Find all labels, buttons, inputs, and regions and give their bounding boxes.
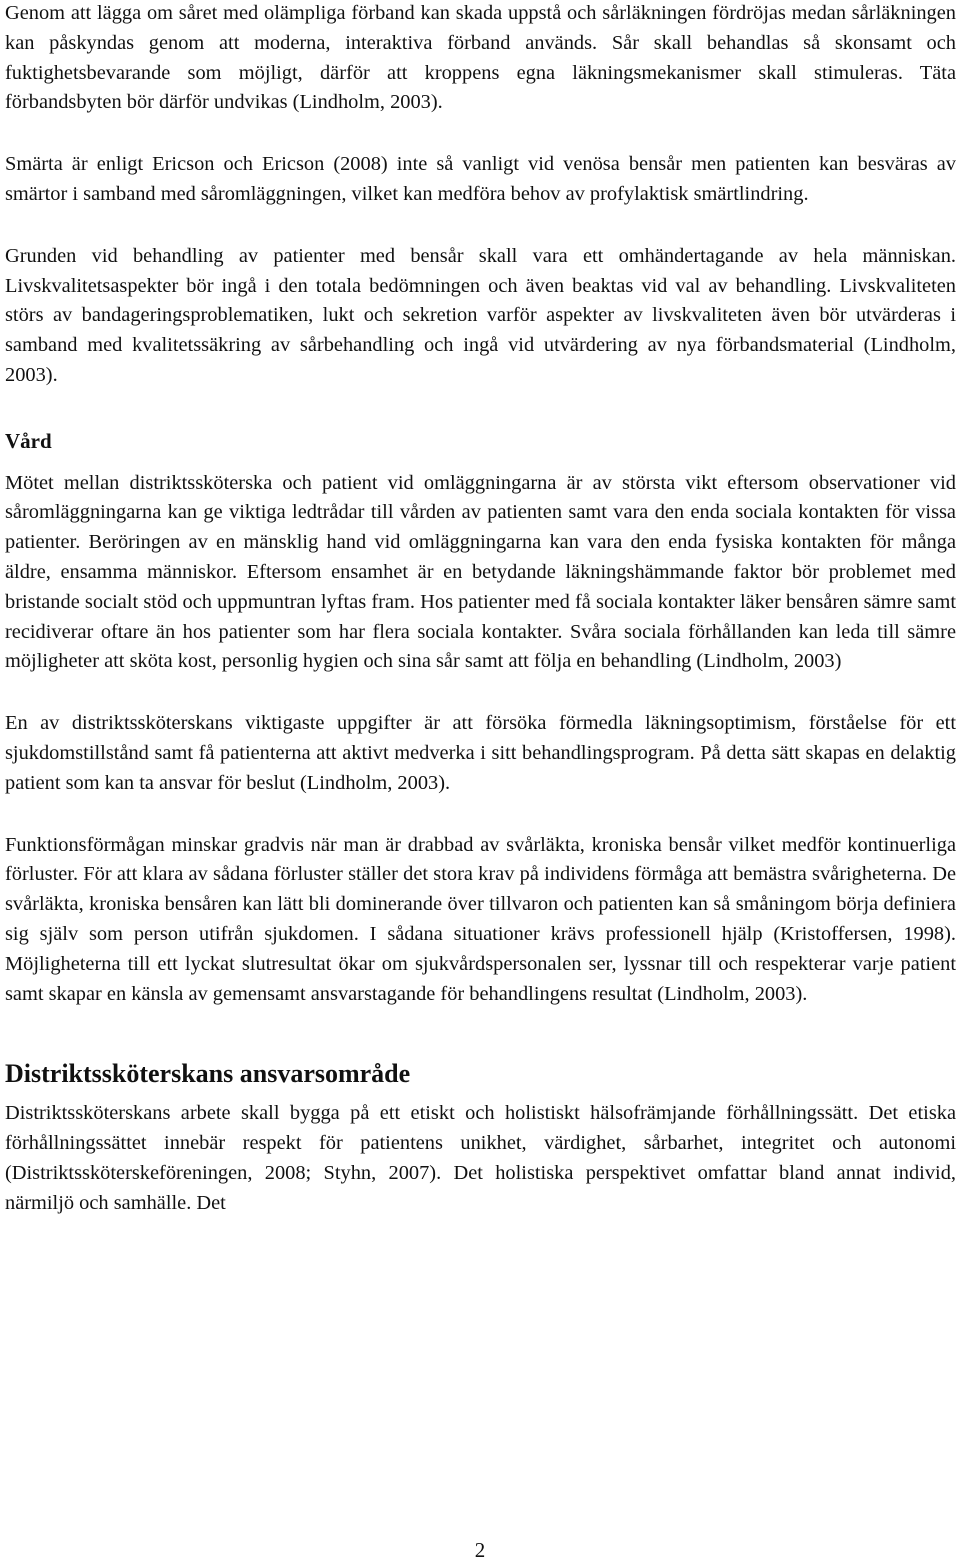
paragraph-healing-optimism: En av distriktssköterskans viktigaste uppgifter är att försöka förmedla läkningsoptimism, förståelse för ett sjukdomstillstånd samt få patienterna att aktivt medverka i sitt behandlingsprogram. På detta sätt skapas en delaktig patient som kan ta ansvar för beslut (Lindholm, 2003). (5, 712, 956, 794)
heading-vard: Vård (5, 428, 52, 453)
heading-ansvarsomrade: Distriktssköterskans ansvarsområde (5, 1059, 411, 1089)
paragraph-ethical-approach: Distriktssköterskans arbete skall bygga på ett etiskt och holistiskt hälsofrämjande förhållningssätt. Det etiska förhållningssättet innebär respekt för patientens unikhet, värdighet, sårbarhet, integritet och autonomi (Distriktssköterskeföreningen, 2008; Styhn, 2007). Det holistiska perspektivet omfattar bland annat individ, närmiljö och samhälle. Det (5, 1102, 956, 1214)
paragraph-quality-of-life: Grunden vid behandling av patienter med bensår skall vara ett omhändertagande av hela människan. Livskvalitetsaspekter bör ingå i den totala bedömningen och även beaktas vid val av behandling. Livskvaliteten störs av bandageringsproblematiken, lukt och sekretion varför aspekter av livskvaliteten även bör utvärderas i samband med kvalitetssäkring av sårbehandling och ingå vid utvärdering av nya förbandsmaterial (Lindholm, 2003). (5, 244, 956, 386)
paragraph-nurse-patient-meeting: Mötet mellan distriktssköterska och patient vid omläggningarna är av största vikt eftersom observationer vid såromläggningarna kan ge viktiga ledtrådar till vården av patienten samt vara den enda sociala kontakten för vissa patienter. Beröringen av en mänsklig hand vid omläggningarna kan vara den enda fysiska kontakten för många äldre, ensamma människor. Eftersom ensamhet är en betydande läkningshämmande faktor bör problemet med bristande socialt stöd och uppmuntran lyftas fram. Hos patienter med få sociala kontakter läker bensåren sämre samt recidiverar oftare än hos patienter som har flera sociala kontakter. Svåra sociala förhållanden kan leda till sämre möjligheter att sköta kost, personlig hygien och sina sår samt att följa en behandling (Lindholm, 2003) (5, 471, 956, 673)
page-number: 2 (474, 1538, 486, 1562)
paragraph-functional-ability: Funktionsförmågan minskar gradvis när man är drabbad av svårläkta, kroniska bensår vilket medför kontinuerliga förluster. För att klara av sådana förluster ställer det stora krav på individens förmåga att bemästra svårigheterna. De svårläkta, kroniska bensåren kan lätt bli dominerande över tillvaron och patienten kan så småningom börja definiera sig själv som person utifrån sjukdomen. I sådana situationer krävs professionell hjälp (Kristoffersen, 1998). Möjligheterna till ett lyckat slutresultat ökar om sjukvårdspersonalen ser, lyssnar till och respekterar varje patient samt skapar en känsla av gemensamt ansvarstagande för behandlingens resultat (Lindholm, 2003). (5, 833, 956, 1005)
document-page (5, 0, 956, 1219)
paragraph-wound-dressing: Genom att lägga om såret med olämpliga förband kan skada uppstå och sårläkningen fördröjas medan sårläkningen kan påskyndas genom att moderna, interaktiva förband används. Sår skall behandlas så skonsamt och fuktighetsbevarande som möjligt, därför att kroppens egna läkningsmekanismer skall stimuleras. Täta förbandsbyten bör därför undvikas (Lindholm, 2003). (5, 2, 956, 114)
paragraph-pain: Smärta är enligt Ericson och Ericson (2008) inte så vanligt vid venösa bensår men patienten kan besväras av smärtor i samband med såromläggningen, vilket kan medföra behov av profylaktisk smärtlindring. (5, 153, 956, 205)
